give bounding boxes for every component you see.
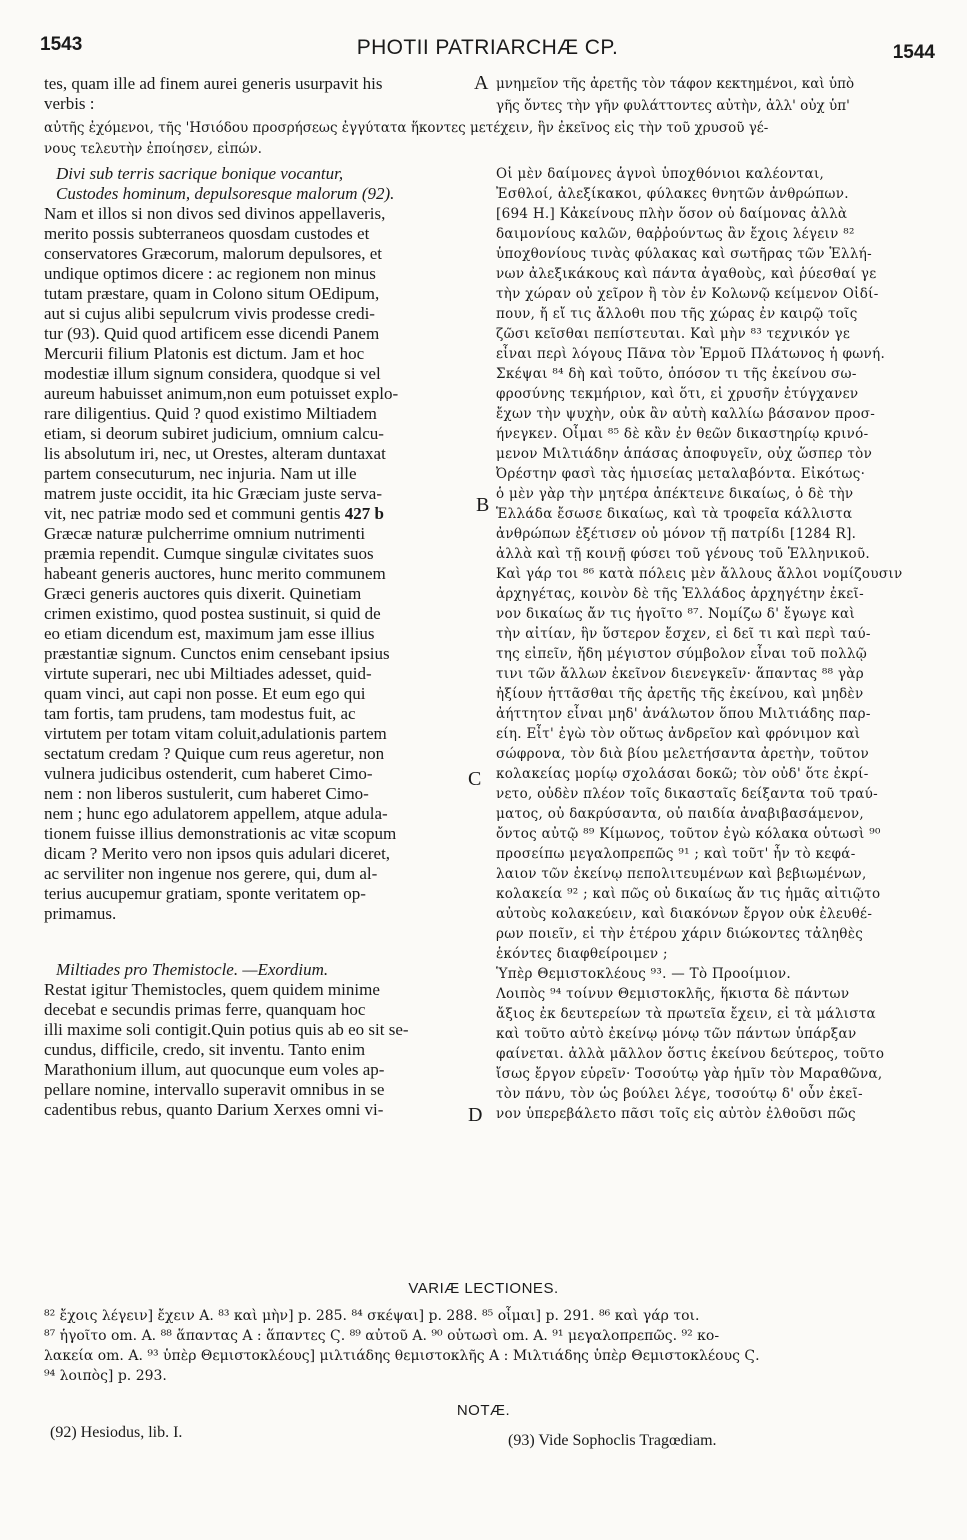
latin-line: aureum habuisset animum,non eum potuisset explo- xyxy=(44,384,399,403)
greek-line: νον ὑπερεβάλετο πᾶσι τοῖς εἰς αὐτὸν ἐλθοῦσι πῶς xyxy=(496,1106,856,1122)
column-marker-c: C xyxy=(468,768,482,790)
latin-line: illi maxime soli contigit.Quin potius quis ab eo sit se- xyxy=(44,1020,409,1039)
latin-verse-2: Custodes hominum, depulsoresque malorum (92). xyxy=(56,184,395,203)
latin-line: terius aucupemur gratiam, sponte veritatem op- xyxy=(44,884,366,903)
latin-line: merito possis subterraneos quosdam custodes et xyxy=(44,224,370,243)
folio-mark: 427 b xyxy=(344,504,384,523)
greek-line: Καὶ γάρ τοι ⁸⁶ κατὰ πόλεις μὲν ἄλλους ἄλλοι νομίζουσιν xyxy=(496,566,903,582)
greek-line: ἀλλὰ καὶ τῇ κοινῇ φύσει τοῦ γένους τοῦ Ἑλληνικοῦ. xyxy=(496,546,870,562)
greek-line: κολακεία ⁹² ; καὶ πῶς οὐ δικαίως ἄν τις ἡμᾶς αἰτιῷτο xyxy=(496,886,881,902)
greek-line: ἠξίουν ἡττᾶσθαι τῆς ἀρετῆς τῆς ἐκείνου, καὶ μηδὲν xyxy=(496,686,864,702)
column-marker-d: D xyxy=(468,1104,483,1126)
greek-line: αὐτοὺς κολακεύειν, καὶ διακόνων ἔργον οὐκ ἐλευθέ- xyxy=(496,906,873,922)
latin-line: vulnera judicibus ostenderit, cum haberet Cimo- xyxy=(44,764,373,783)
greek-line: ἀρχηγέτας, κοινὸν δὲ τῆς Ἑλλάδος ἀρχηγέτην ἐκεῖ- xyxy=(496,586,864,602)
latin-body-1 xyxy=(44,204,464,924)
greek-line: της εἰπεῖν, ἤδη μέγιστον σύμβολον εἶναι τοῦ πολλῷ xyxy=(496,646,868,662)
latin-line: Nam et illos si non divos sed divinos appellaveris, xyxy=(44,204,386,223)
greek-line: τὴν αἰτίαν, ἣν ὕστερον ἔσχεν, εἰ δεῖ τι καὶ περὶ ταύ- xyxy=(496,626,871,642)
greek-body-2 xyxy=(496,984,938,1124)
latin-line: cundus, difficile, credo, sit inventu. Tanto enim xyxy=(44,1040,366,1059)
latin-line: Græcæ naturæ pulcherrime omnium nutrimenti xyxy=(44,524,366,543)
greek-line: ήνεγκεν. Οἶμαι ⁸⁵ δὲ κἂν ἐν θεῶν δικαστηρίῳ κρινό- xyxy=(496,426,869,442)
note-92: (92) Hesiodus, lib. I. xyxy=(50,1424,183,1441)
greek-body-1 xyxy=(496,204,938,964)
top-line-3: αὐτῆς ἐχόμενοι, τῆς 'Ησιόδου προσρήσεως ἐγγύτατα ἥκοντες μετέχειν, ἣν ἐκεῖνος εἰς τὴν τοῦ χρυσοῦ γέ- xyxy=(44,120,769,136)
greek-line: Ὀρέστην φασὶ τὰς ἡμισείας μεταλαβόντα. Εἰκότως· xyxy=(496,466,866,482)
greek-line: νον δικαίως ἄν τις ἡγοῖτο ⁸⁷. Νομίζω δ' ἔγωγε καὶ xyxy=(496,606,856,622)
latin-line: conservatores Græcorum, malorum depulsores, et xyxy=(44,244,383,263)
greek-line: ζῶσι κεῖσθαι πεπίστευται. Καὶ μὴν ⁸³ τεχνικόν γε xyxy=(496,326,851,342)
latin-line: nem : non liberos sustulerit, cum haberet Cimo- xyxy=(44,784,369,803)
top-line-1-greek: μνημεῖον τῆς ἀρετῆς τὸν τάφον κεκτημένοι, καὶ ὑπὸ xyxy=(496,76,855,92)
greek-line: ματος, οὐ δακρύσαντα, οὐ παιδία ἀναβιβασάμενον, xyxy=(496,806,865,822)
top-line-1-latin: tes, quam ille ad finem aurei generis usurpavit his xyxy=(44,74,383,93)
variae-lectiones-title: VARIÆ LECTIONES. xyxy=(408,1280,559,1297)
latin-line: tur (93). Quid quod artificem esse dicendi Panem xyxy=(44,324,380,343)
latin-column xyxy=(44,164,464,1120)
page-number-left: 1543 xyxy=(40,34,83,55)
latin-line: tionem fuisse illius demonstrationis ac vitæ scopum xyxy=(44,824,397,843)
note-93: (93) Vide Sophoclis Tragœdiam. xyxy=(508,1432,717,1449)
top-line-2-greek: γῆς ὄντες τὴν γῆν φυλάττοντες αὐτὴν, ἀλλ' οὐχ ὑπ' xyxy=(496,98,850,114)
notae-title: NOTÆ. xyxy=(456,1402,511,1419)
latin-line: sectatum credam ? Quique cum reus ageretur, non xyxy=(44,744,385,763)
greek-line: ἀήττητον εἶναι μηδ' ἀνάλωτον ὅπου Μιλτιάδης παρ- xyxy=(496,706,871,722)
top-line-2-latin: verbis : xyxy=(44,94,95,113)
latin-line: pellare nomine, intervallo superavit omnibus in se xyxy=(44,1080,385,1099)
latin-line: cadentibus rebus, quanto Darium Xerxes omni vi- xyxy=(44,1100,384,1119)
latin-line: præstantiæ signum. Cunctos enim censebant ipsius xyxy=(44,644,390,663)
greek-line: είη. Εἶτ' ἐγὼ τὸν οὕτως ἀνδρεῖον καὶ φρόνιμον καὶ xyxy=(496,726,861,742)
greek-line: εἶναι περὶ λόγους Πᾶνα τὸν Ἑρμοῦ Πλάτωνος ἡ φωνή. xyxy=(496,346,886,362)
greek-line: ἑκόντες διαφθείροιμεν ; xyxy=(496,946,668,962)
variant-line: ⁸⁷ ἡγοῖτο om. A. ⁸⁸ ἅπαντας A : ἅπαντες Ϛ. ⁸⁹ αὐτοῦ A. ⁹⁰ οὑτωσὶ om. A. ⁹¹ μεγαλοπρεπῶς. ⁹² κο- xyxy=(44,1328,720,1344)
latin-line: tutam præstare, quam in Colono situm OEdipum, xyxy=(44,284,380,303)
greek-line: σώφρονα, τὸν διὰ βίου μελετήσαντα ἀρετὴν, τοῦτον xyxy=(496,746,869,762)
variant-line: ⁹⁴ λοιπὸς] p. 293. xyxy=(44,1368,167,1384)
greek-line: φαίνεται. ἀλλὰ μᾶλλον ὅστις ἐκείνου δεύτερος, τοῦτο xyxy=(496,1046,885,1062)
latin-section-subtitle: Miltiades pro Themistocle. —Exordium. xyxy=(56,960,329,979)
top-line-4: νους τελευτὴν ἐποίησεν, εἰπών. xyxy=(44,141,262,157)
latin-line: partem consecuturum, nec injuria. Nam ut ille xyxy=(44,464,357,483)
greek-line: μενον Μιλτιάδην ἁπάσας ἀποφυγεῖν, οὐχ ὥσπερ τὸν xyxy=(496,446,873,462)
greek-line: φροσύνης τεκμήριον, καὶ ὅτι, εἰ χρυσῆν ἐτύγχανεν xyxy=(496,386,859,402)
greek-line: ἄξιος ἐκ δευτερείων τὰ πρωτεῖα ἔχειν, εἰ τὰ μάλιστα xyxy=(496,1006,876,1022)
column-marker-b: B xyxy=(476,494,490,516)
greek-line: Ἑλλάδα ἔσωσε δικαίως, καὶ τὰ τροφεῖα κάλλιστα xyxy=(496,506,853,522)
latin-line: habeant generis auctores, hunc merito communem xyxy=(44,564,386,583)
latin-line-with-folio xyxy=(44,504,464,524)
latin-line: Græci generis auctores quis dixerit. Quinetiam xyxy=(44,584,362,603)
latin-line: virtute superari, nec ubi Miltiades adesset, quid- xyxy=(44,664,372,683)
greek-line: νων ἀλεξικάκους καὶ πάντα ἀγαθοὺς, καὶ ῥύεσθαί γε xyxy=(496,266,877,282)
greek-line: ὑποχθονίους τινὰς φύλακας καὶ σωτῆρας τῶν Ἑλλή- xyxy=(496,246,873,262)
latin-line: nem ; hunc ego adulatorem appellem, atque adula- xyxy=(44,804,388,823)
greek-line: λαιον τῶν ἐκείνῳ πεπολιτευμένων καὶ βεβιωμένων, xyxy=(496,866,867,882)
latin-line: modestiæ illum signum considera, quodque si vel xyxy=(44,364,381,383)
latin-verse-1: Divi sub terris sacrique bonique vocantur, xyxy=(56,164,344,183)
greek-line: κολακείας μορίῳ σχολάσαι δοκῶ; τὸν οὐδ' ὅτε ἐκρί- xyxy=(496,766,869,782)
latin-line: lis absolutum iri, nec, ut Orestes, alteram duntaxat xyxy=(44,444,386,463)
greek-line: ὁ μὲν γὰρ τὴν μητέρα ἀπέκτεινε δικαίως, ὁ δὲ τὴν xyxy=(496,486,854,502)
greek-line: Λοιπὸς ⁹⁴ τοίνυν Θεμιστοκλῆς, ἥκιστα δὲ πάντων xyxy=(496,986,850,1002)
latin-line: eo etiam dicendum est, maximum jam esse illius xyxy=(44,624,375,643)
greek-section-subtitle: Ὑπὲρ Θεμιστοκλέους ⁹³. — Τὸ Προοίμιον. xyxy=(496,966,791,982)
greek-line: ὄντος αὐτῷ ⁸⁹ Κίμωνος, τοῦτον ἐγὼ κόλακα οὑτωσὶ ⁹⁰ xyxy=(496,826,881,842)
greek-line: ἔχων τὴν ψυχὴν, οὐκ ἂν αὐτὴ καλλίω βάσανον προσ- xyxy=(496,406,876,422)
latin-line: dicam ? Merito vero non ipsos quis adulari diceret, xyxy=(44,844,391,863)
column-marker-a: A xyxy=(474,72,489,94)
greek-verse-1: Οἱ μὲν δαίμονες ἁγνοὶ ὑποχθόνιοι καλέονται, xyxy=(496,166,825,182)
greek-column xyxy=(496,164,938,1124)
latin-line: tam fortis, tam prudens, tam modestus fuit, ac xyxy=(44,704,356,723)
greek-line: ἴσως ἔργον εὑρεῖν· Τοσούτῳ γὰρ ἡμῖν τὸν Μαραθῶνα, xyxy=(496,1066,883,1082)
greek-line: ἀνθρώπων ἐξέτισεν οὐ μόνον τῇ πατρίδι [1284 R]. xyxy=(496,526,857,542)
latin-line-text: vit, nec patriæ modo sed et communi gentis xyxy=(44,504,341,523)
greek-verse-2: Ἐσθλοί, ἀλεξίκακοι, φύλακες θνητῶν ἀνθρώπων. xyxy=(496,186,849,202)
greek-line: τὴν χώραν οὐ χεῖρον ἢ τὸν ἐν Κολωνῷ κείμενον Οἰδί- xyxy=(496,286,879,302)
latin-line: Mercurii filium Platonis est dictum. Jam et hoc xyxy=(44,344,365,363)
latin-line: rare diligentius. Quid ? quod existimo Miltiadem xyxy=(44,404,377,423)
latin-line: virtutem per totam vitam coluit,adulationis partem xyxy=(44,724,387,743)
latin-line: Marathonium illum, aut quocunque eum voles ap- xyxy=(44,1060,385,1079)
latin-line: matrem juste occidit, ita hic Græciam juste serva- xyxy=(44,484,382,503)
greek-line: [694 H.] Κἀκείνους πλὴν ὅσον οὐ δαίμονας ἀλλὰ xyxy=(496,206,848,222)
latin-line: quam vinci, aut capi non posse. Et eum ego qui xyxy=(44,684,366,703)
latin-line: decebat e secundis primas ferre, quanquam hoc xyxy=(44,1000,366,1019)
latin-body-2 xyxy=(44,980,464,1120)
greek-line: καὶ τοῦτο αὐτὸ ἐκείνῳ μόνῳ τῶν πάντων ὑπάρξαν xyxy=(496,1026,857,1042)
greek-line: τινι τῶν ἄλλων ἐκεῖνον διενεγκεῖν· ἅπαντας ⁸⁸ γὰρ xyxy=(496,666,864,682)
latin-line: præmia rependit. Cumque singulæ civitates suos xyxy=(44,544,374,563)
greek-line: τὸν πάνυ, τὸν ὡς βούλει λέγε, τοσούτῳ δ' οὖν ἐκεῖ- xyxy=(496,1086,863,1102)
running-header xyxy=(40,34,935,66)
variant-line: ⁸² ἔχοις λέγειν] ἔχειν A. ⁸³ καὶ μὴν] p. 285. ⁸⁴ σκέψαι] p. 288. ⁸⁵ οἶμαι] p. 291. ⁸⁶ καὶ γάρ τοι. xyxy=(44,1308,700,1324)
greek-line: Σκέψαι ⁸⁴ δὴ καὶ τοῦτο, ὁπόσον τι τῆς ἐκείνου σω- xyxy=(496,366,857,382)
variant-line: λακεία om. A. ⁹³ ὑπὲρ Θεμιστοκλέους] μιλτιάδης θεμιστοκλῆς A : Μιλτιάδης ὑπὲρ Θεμιστοκλέους Ϛ. xyxy=(44,1348,760,1364)
greek-line: πουν, ἤ εἴ τις ἄλλοθι που τῆς χώρας ἐν καιρῷ τοῖς xyxy=(496,306,858,322)
greek-line: δαιμονίους καλῶν, θαῤῥούντως ἂν ἔχοις λέγειν ⁸² xyxy=(496,226,855,242)
latin-line: crimen existimo, quod postea sustinuit, si quid de xyxy=(44,604,381,623)
greek-line: προσείπω μεγαλοπρεπῶς ⁹¹ ; καὶ τοῦτ' ἦν τὸ κεφά- xyxy=(496,846,856,862)
page-number-right: 1544 xyxy=(892,42,935,63)
latin-line: undique optimos dicere : ac regionem non minus xyxy=(44,264,376,283)
latin-line: etiam, si deorum subiret judicium, omnium calcu- xyxy=(44,424,384,443)
running-title: PHOTII PATRIARCHÆ CP. xyxy=(356,36,619,59)
greek-line: νετο, οὐδὲν πλέον τοῖς δικασταῖς δείξαντα τοῦ τραύ- xyxy=(496,786,879,802)
latin-line: ac serviliter non ingenue nos gerere, qui, dum al- xyxy=(44,864,378,883)
latin-line: primamus. xyxy=(44,904,117,923)
latin-line: aut si cujus alibi sepulcrum vivis prodesse credi- xyxy=(44,304,375,323)
latin-line: Restat igitur Themistocles, quem quidem minime xyxy=(44,980,380,999)
greek-line: ρων ποιεῖν, εἰ τὴν ἑτέρου χάριν διώκοντες τἀληθὲς xyxy=(496,926,864,942)
